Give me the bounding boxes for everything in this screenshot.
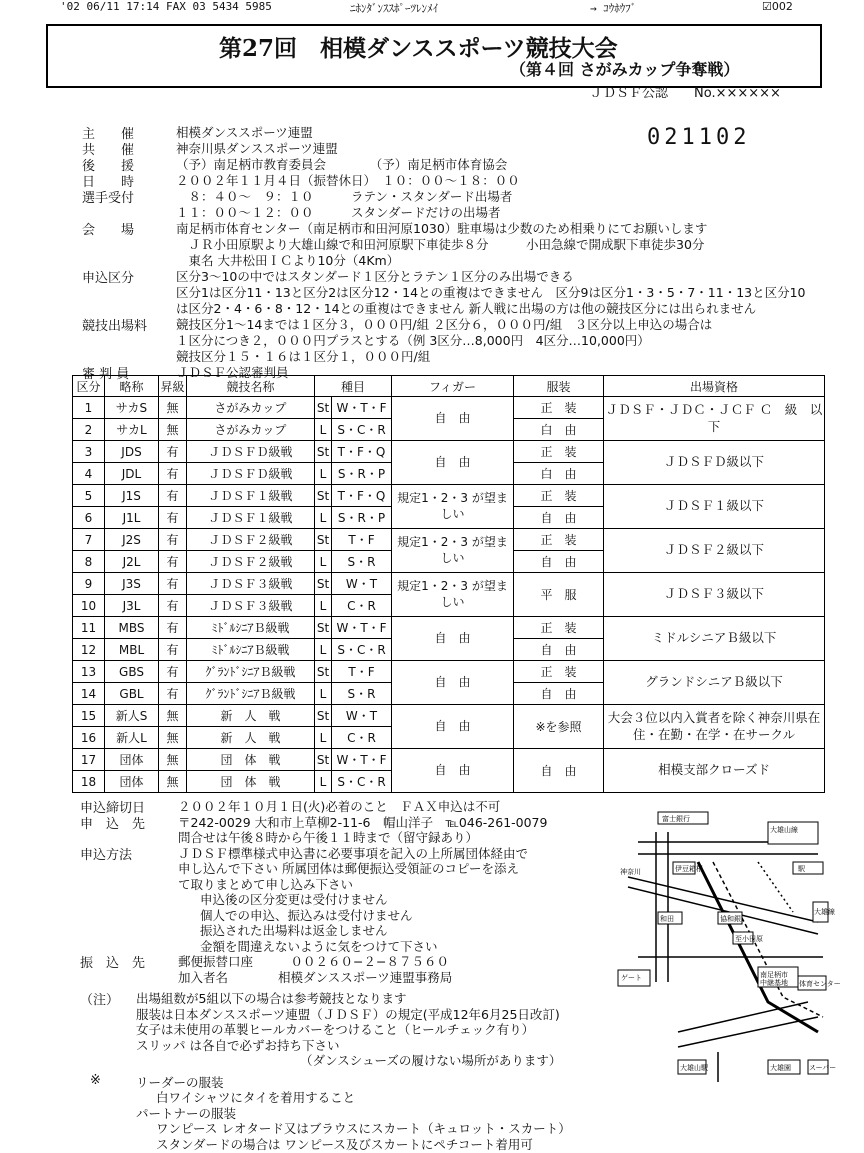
cell-figure: 規定1・2・3 が望ましい [392, 529, 514, 573]
cell-up: 有 [159, 441, 187, 463]
cell-name: ＪＤＳＦＤ級戦 [187, 463, 315, 485]
info-label: 競技出場料 [82, 319, 148, 334]
cell-up: 有 [159, 617, 187, 639]
cell-abbr: JDS [105, 441, 159, 463]
cell-sd: L [315, 419, 332, 441]
fax-sender: ﾆﾎﾝﾀﾞﾝｽｽﾎﾟｰﾂﾚﾝﾒｲ [350, 2, 438, 15]
map-label: 大雄線 [814, 908, 835, 916]
fax-header: '02 06/11 17:14 FAX 03 5434 5985 [60, 0, 272, 13]
apply-line: て取りまとめて申し込み下さい [178, 876, 354, 892]
cell-name: 新 人 戦 [187, 727, 315, 749]
dress-note-line: スタンダードの場合は ワンピース及びスカートにペチコート着用可 [156, 1136, 533, 1152]
cell-name: ﾐﾄﾞﾙｼﾆｱＢ級戦 [187, 639, 315, 661]
apply-line: 申し込んで下さい 所属団体は郵便振込受領証のコピーを添え [178, 861, 519, 876]
cell-no: 18 [73, 771, 105, 793]
cell-up: 有 [159, 551, 187, 573]
serial-number: 021102 [647, 125, 751, 150]
cell-name: ＪＤＳＦ２級戦 [187, 551, 315, 573]
cell-up: 有 [159, 595, 187, 617]
cell-sd: St [315, 705, 332, 727]
info-line: ＪＲ小田原駅より大雄山線で和田河原駅下車徒歩８分 小田急線で開成駅下車徒歩30分 [176, 237, 705, 252]
cell-name: ＪＤＳＦ１級戦 [187, 485, 315, 507]
apply-line: ＪＤＳＦ標準様式申込書に必要事項を記入の上所属団体経由で [178, 845, 529, 861]
cell-no: 4 [73, 463, 105, 485]
cell-sd: L [315, 683, 332, 705]
map-label: 和田 [660, 915, 674, 923]
cell-ev: S・C・R [332, 639, 392, 661]
cell-no: 14 [73, 683, 105, 705]
info-label: 会 場 [82, 223, 135, 238]
cell-sd: L [315, 771, 332, 793]
cell-qualification: ＪＤＳＦ２級以下 [604, 529, 825, 573]
page-subtitle: （第４回 さがみカップ争奪戦） [510, 60, 740, 79]
map-label: 大雄山線 [770, 826, 798, 834]
page-title: 第27回 相模ダンススポーツ競技大会 [219, 35, 618, 62]
info-label: 主 催 [82, 127, 135, 142]
cell-dress: 自 由 [514, 551, 604, 573]
cell-abbr: 新人L [105, 727, 159, 749]
cell-no: 16 [73, 727, 105, 749]
header-figure: フィガー [392, 376, 514, 397]
cell-figure: 規定1・2・3 が望ましい [392, 573, 514, 617]
map-label: 神奈川 [620, 868, 641, 876]
cell-qualification: ミドルシニアＢ級以下 [604, 617, 825, 661]
cell-no: 8 [73, 551, 105, 573]
table-row [73, 617, 825, 639]
cell-ev: S・R・P [332, 463, 392, 485]
map-label: 富士銀行 [662, 815, 690, 823]
cell-dress: ※を参照 [514, 705, 604, 749]
info-line: ＪＤＳＦ公認審判員 [176, 365, 289, 380]
info-line: １区分につき２，０００円プラスとする（例 3区分…8,000円 4区分…10,000円） [176, 333, 650, 348]
cell-ev: W・T・F [332, 749, 392, 771]
cell-no: 15 [73, 705, 105, 727]
cell-abbr: J3S [105, 573, 159, 595]
info-label: 共 催 [82, 143, 135, 158]
cell-ev: S・C・R [332, 419, 392, 441]
info-line: 競技区分1〜14までは１区分３，０００円/組 ２区分６，０００円/組 ３区分以上申込の場合は [176, 317, 713, 332]
info-line: は区分2・4・6・8・12・14との重複はできません 新人戦に出場の方は他の競技区分には出られません [176, 301, 757, 316]
notes-label: （注） [80, 993, 120, 1008]
cell-qualification: ＪＤＳＦ・ＪＤＣ・ＪＣＦ Ｃ 級 以 下 [604, 397, 825, 441]
cell-abbr: サカL [105, 419, 159, 441]
cell-figure: 自 由 [392, 749, 514, 793]
entry-table [72, 375, 835, 793]
cell-ev: T・F [332, 529, 392, 551]
map-label: スーパー [809, 1064, 837, 1072]
cell-figure: 自 由 [392, 617, 514, 661]
cell-up: 無 [159, 397, 187, 419]
dress-note-line: パートナーの服装 [136, 1105, 237, 1121]
cell-ev: S・R・P [332, 507, 392, 529]
cell-no: 9 [73, 573, 105, 595]
cell-sd: St [315, 749, 332, 771]
map-label: 至小田原 [735, 935, 763, 943]
cell-dress: 自 由 [514, 683, 604, 705]
cell-up: 有 [159, 529, 187, 551]
cell-no: 3 [73, 441, 105, 463]
apply-line: ２００２年１０月１日(火)必着のこと ＦＡＸ申込は不可 [178, 799, 501, 814]
info-line: 競技区分１５・１６は１区分１，０００円/組 [176, 349, 431, 364]
cell-figure: 自 由 [392, 397, 514, 441]
cell-name: ﾐﾄﾞﾙｼﾆｱＢ級戦 [187, 617, 315, 639]
info-line: 区分1は区分11・13と区分2は区分12・14との重複はできません 区分9は区分1・3・5・7・11・13と区分10 [176, 285, 806, 300]
cell-dress: 自 由 [514, 639, 604, 661]
cell-figure: 自 由 [392, 705, 514, 749]
cell-up: 有 [159, 573, 187, 595]
notes-line: 出場組数が5組以下の場合は参考競技となります [136, 991, 407, 1006]
cell-abbr: J3L [105, 595, 159, 617]
info-label: 審 判 員 [82, 367, 130, 382]
cell-dress: 自 由 [514, 507, 604, 529]
cell-figure: 自 由 [392, 441, 514, 485]
cell-dress: 正 装 [514, 485, 604, 507]
cell-abbr: J1L [105, 507, 159, 529]
cell-ev: C・R [332, 595, 392, 617]
notes-line: スリッパ は各自で必ずお持ち下さい [136, 1037, 340, 1053]
info-line: 区分3〜10の中ではスタンダード１区分とラテン１区分のみ出場できる [176, 269, 574, 284]
cell-abbr: J2S [105, 529, 159, 551]
info-label: 日 時 [82, 175, 135, 190]
cell-qualification: グランドシニアＢ級以下 [604, 661, 825, 705]
cell-qualification: 相模支部クローズド [604, 749, 825, 793]
dress-note-line: ワンピース レオタード又はブラウスにスカート（キュロット・スカート） [156, 1121, 571, 1136]
table-row [73, 749, 825, 771]
cell-name: ＪＤＳＦ１級戦 [187, 507, 315, 529]
header-promotion: 昇級 [159, 376, 187, 397]
cell-name: ＪＤＳＦ２級戦 [187, 529, 315, 551]
cell-up: 無 [159, 727, 187, 749]
cell-ev: W・T [332, 573, 392, 595]
cell-figure: 自 由 [392, 661, 514, 705]
cell-sd: L [315, 727, 332, 749]
cell-no: 7 [73, 529, 105, 551]
cell-sd: St [315, 573, 332, 595]
cell-no: 5 [73, 485, 105, 507]
cell-no: 13 [73, 661, 105, 683]
map-label: 協和銀 [720, 915, 741, 923]
auth-number: ＪＤＳＦ公認 No.×××××× [590, 86, 781, 101]
cell-up: 有 [159, 507, 187, 529]
apply-label: 振 込 先 [80, 956, 146, 971]
info-line: 東名 大井松田ＩＣより10分（4Km） [176, 253, 400, 268]
notes-line: 服装は日本ダンススポーツ連盟（ＪＤＳＦ）の規定(平成12年6月25日改訂) [136, 1006, 560, 1022]
cell-dress: 正 装 [514, 617, 604, 639]
cell-no: 2 [73, 419, 105, 441]
apply-label: 申込締切日 [80, 801, 146, 816]
cell-ev: W・T・F [332, 397, 392, 419]
cell-up: 無 [159, 705, 187, 727]
cell-dress: 自 由 [514, 749, 604, 793]
cell-sd: L [315, 463, 332, 485]
dress-note-line: 白ワイシャツにタイを着用すること [156, 1090, 356, 1105]
cell-name: ｸﾞﾗﾝﾄﾞｼﾆｱＢ級戦 [187, 661, 315, 683]
cell-up: 有 [159, 683, 187, 705]
apply-line: 金額を間違えないように気をつけて下さい [200, 938, 438, 954]
map-label: 伊豆箱根 [675, 865, 703, 873]
cell-dress: 白 由 [514, 419, 604, 441]
venue-map [618, 802, 841, 1082]
cell-up: 無 [159, 771, 187, 793]
cell-no: 10 [73, 595, 105, 617]
info-line: ２００２年１１月４日（振替休日） １０：００〜１８：００ [176, 173, 520, 188]
info-line: （予）南足柄市教育委員会 （予）南足柄市体育協会 [176, 157, 508, 172]
info-label: 後 援 [82, 159, 135, 174]
cell-dress: 正 装 [514, 441, 604, 463]
info-label: 申込区分 [82, 271, 135, 286]
header-name: 競技名称 [187, 376, 315, 397]
apply-line: 個人での申込、振込みは受付けません [200, 907, 413, 923]
cell-abbr: MBL [105, 639, 159, 661]
cell-qualification: ＪＤＳＦＤ級以下 [604, 441, 825, 485]
cell-ev: T・F・Q [332, 441, 392, 463]
apply-line: 加入者名 相模ダンススポーツ連盟事務局 [178, 969, 453, 985]
cell-qualification: 大会３位以内入賞者を除く神奈川県在住・在勤・在学・在サークル [604, 705, 825, 749]
table-row [73, 529, 825, 551]
cell-abbr: 新人S [105, 705, 159, 727]
map-label: 体育センター [799, 980, 841, 988]
cell-ev: T・F [332, 661, 392, 683]
cell-sd: L [315, 595, 332, 617]
cell-abbr: MBS [105, 617, 159, 639]
cell-up: 有 [159, 463, 187, 485]
table-row [73, 573, 825, 595]
apply-line: 〒242-0029 大和市上草柳2-11-6 帽山洋子 ℡046-261-0079 [178, 814, 548, 830]
cell-abbr: GBL [105, 683, 159, 705]
cell-no: 12 [73, 639, 105, 661]
header-qualification: 出場資格 [604, 376, 825, 397]
cell-name: ｸﾞﾗﾝﾄﾞｼﾆｱＢ級戦 [187, 683, 315, 705]
cell-sd: St [315, 441, 332, 463]
cell-abbr: 団体 [105, 749, 159, 771]
cell-dress: 正 装 [514, 397, 604, 419]
table-row [73, 485, 825, 507]
fax-destination: → ｺｳﾎｳﾌﾞ [590, 2, 637, 15]
cell-sd: St [315, 617, 332, 639]
cell-abbr: GBS [105, 661, 159, 683]
cell-sd: St [315, 397, 332, 419]
apply-label: 申込方法 [80, 847, 133, 863]
cell-ev: W・T [332, 705, 392, 727]
info-label: 選手受付 [82, 191, 135, 206]
cell-ev: C・R [332, 727, 392, 749]
cell-abbr: J2L [105, 551, 159, 573]
cell-name: さがみカップ [187, 397, 315, 419]
cell-figure: 規定1・2・3 が望ましい [392, 485, 514, 529]
cell-qualification: ＪＤＳＦ３級以下 [604, 573, 825, 617]
cell-qualification: ＪＤＳＦ１級以下 [604, 485, 825, 529]
cell-sd: L [315, 507, 332, 529]
map-label: 中継基地 [760, 979, 788, 987]
table-row [73, 441, 825, 463]
dress-note-mark: ※ [90, 1072, 101, 1088]
map-label: 大雄園 [770, 1064, 791, 1072]
cell-ev: S・R [332, 551, 392, 573]
info-line: １１：００〜１２：００ スタンダードだけの出場者 [176, 205, 501, 220]
cell-dress: 正 装 [514, 529, 604, 551]
apply-label: 申 込 先 [80, 816, 146, 832]
header-dress: 服装 [514, 376, 604, 397]
header-abbr: 略称 [105, 376, 159, 397]
cell-name: さがみカップ [187, 419, 315, 441]
cell-name: 団 体 戦 [187, 749, 315, 771]
table-row [73, 705, 825, 727]
cell-up: 無 [159, 749, 187, 771]
cell-ev: S・R [332, 683, 392, 705]
map-label: 大雄山駅 [680, 1064, 708, 1072]
cell-sd: L [315, 639, 332, 661]
apply-line: 問合せは午後８時から午後１１時まで（留守録あり） [178, 830, 479, 845]
cell-no: 1 [73, 397, 105, 419]
table-row [73, 397, 825, 419]
cell-ev: S・C・R [332, 771, 392, 793]
notes-line: 女子は未使用の革製ヒールカバーをつけること（ヒールチェック有り） [136, 1022, 535, 1037]
apply-line: 振込された出場料は返金しません [200, 923, 388, 938]
notes-line: （ダンスシューズの履けない場所があります） [300, 1053, 562, 1068]
info-line: ８：４０〜 ９：１０ ラテン・スタンダード出場者 [176, 189, 513, 204]
cell-no: 6 [73, 507, 105, 529]
info-line: 南足柄市体育センター（南足柄市和田河原1030）駐車場は少数のため相乗りにてお願いします [176, 221, 708, 236]
info-line: 神奈川県ダンススポーツ連盟 [176, 141, 338, 156]
map-label: 駅 [798, 865, 805, 873]
cell-dress: 正 装 [514, 661, 604, 683]
cell-ev: W・T・F [332, 617, 392, 639]
fax-page-number: ☑002 [762, 0, 793, 13]
map-label: 南足柄市 [760, 971, 788, 979]
header-event: 種目 [315, 376, 392, 397]
cell-no: 17 [73, 749, 105, 771]
cell-abbr: JDL [105, 463, 159, 485]
cell-sd: St [315, 485, 332, 507]
cell-ev: T・F・Q [332, 485, 392, 507]
table-row [73, 661, 825, 683]
info-line: 相模ダンススポーツ連盟 [176, 125, 313, 140]
cell-name: ＪＤＳＦ３級戦 [187, 595, 315, 617]
cell-dress: 白 由 [514, 463, 604, 485]
cell-dress: 平 服 [514, 573, 604, 617]
cell-up: 無 [159, 419, 187, 441]
cell-name: 新 人 戦 [187, 705, 315, 727]
cell-name: 団 体 戦 [187, 771, 315, 793]
map-label: ゲート [621, 974, 642, 982]
cell-abbr: J1S [105, 485, 159, 507]
cell-up: 有 [159, 639, 187, 661]
cell-no: 11 [73, 617, 105, 639]
cell-abbr: サカS [105, 397, 159, 419]
cell-name: ＪＤＳＦＤ級戦 [187, 441, 315, 463]
cell-sd: L [315, 551, 332, 573]
cell-name: ＪＤＳＦ３級戦 [187, 573, 315, 595]
cell-abbr: 団体 [105, 771, 159, 793]
dress-note-line: リーダーの服装 [136, 1074, 224, 1090]
cell-sd: St [315, 529, 332, 551]
apply-line: 申込後の区分変更は受付けません [200, 892, 388, 907]
cell-up: 有 [159, 661, 187, 683]
apply-line: 郵便振替口座 ００２６０−２−８７５６０ [178, 954, 449, 969]
header-kubun: 区分 [73, 376, 105, 397]
cell-sd: St [315, 661, 332, 683]
cell-up: 有 [159, 485, 187, 507]
